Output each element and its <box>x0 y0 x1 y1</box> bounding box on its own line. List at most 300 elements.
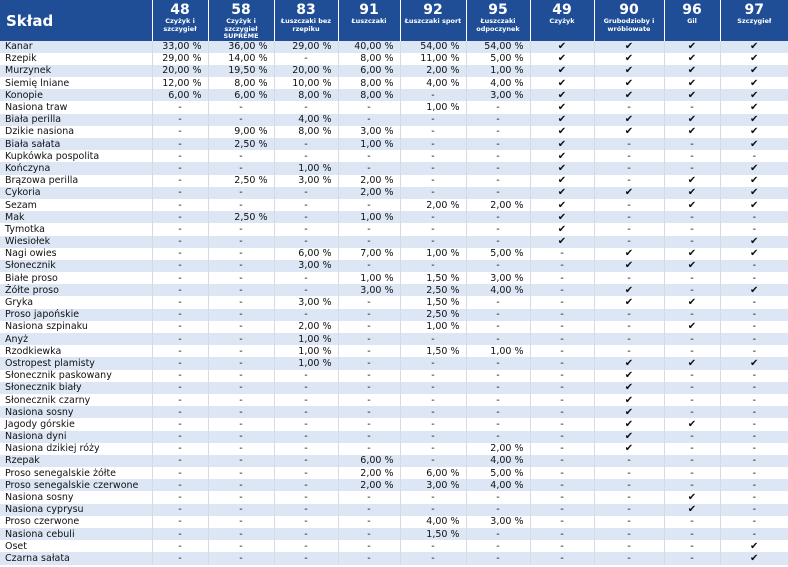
cell-dash: - <box>594 199 664 211</box>
column-header-83 <box>274 0 338 41</box>
percent-cell: - <box>208 504 274 516</box>
column-name: Łuszczaki sport <box>404 17 462 25</box>
column-header-49 <box>530 0 594 41</box>
table-row <box>0 126 788 138</box>
percent-cell: - <box>338 345 400 357</box>
percent-cell: 3,00 % <box>338 284 400 296</box>
percent-cell: - <box>400 406 466 418</box>
check-icon: ✔ <box>664 260 720 272</box>
check-icon: ✔ <box>594 89 664 101</box>
ingredient-name: Ostropest plamisty <box>5 357 95 369</box>
table-row <box>0 65 788 77</box>
percent-cell: 2,50 % <box>400 284 466 296</box>
table-row <box>0 296 788 308</box>
cell-dash: - <box>530 382 594 394</box>
cell-dash: - <box>530 333 594 345</box>
cell-dash: - <box>594 150 664 162</box>
cell-dash: - <box>720 370 788 382</box>
percent-cell: 36,00 % <box>208 41 274 53</box>
percent-cell: - <box>338 418 400 430</box>
table-row <box>0 540 788 552</box>
percent-cell: 2,00 % <box>338 467 400 479</box>
cell-dash: - <box>530 284 594 296</box>
percent-cell: 1,50 % <box>400 345 466 357</box>
percent-cell: 4,00 % <box>400 77 466 89</box>
cell-dash: - <box>720 150 788 162</box>
table-row <box>0 284 788 296</box>
ingredient-name: Nasiona szpinaku <box>5 321 88 333</box>
table-row <box>0 41 788 53</box>
ingredient-name: Białe proso <box>5 272 58 284</box>
table-row <box>0 199 788 211</box>
ingredient-name: Rzepak <box>5 455 40 467</box>
percent-cell: 2,00 % <box>466 443 530 455</box>
table-row <box>0 431 788 443</box>
percent-cell: - <box>274 211 338 223</box>
percent-cell: 1,50 % <box>400 272 466 284</box>
percent-cell: - <box>208 431 274 443</box>
percent-cell: - <box>152 284 208 296</box>
percent-cell: 1,00 % <box>466 65 530 77</box>
table-row <box>0 150 788 162</box>
check-icon: ✔ <box>664 114 720 126</box>
table-row <box>0 491 788 503</box>
percent-cell: 1,00 % <box>466 345 530 357</box>
percent-cell: 1,00 % <box>274 162 338 174</box>
table-row <box>0 248 788 260</box>
check-icon: ✔ <box>720 540 788 552</box>
percent-cell: - <box>338 491 400 503</box>
ingredient-name: Konopie <box>5 89 43 101</box>
check-icon: ✔ <box>720 175 788 187</box>
cell-dash: - <box>530 321 594 333</box>
cell-dash: - <box>720 382 788 394</box>
cell-dash: - <box>720 504 788 516</box>
percent-cell: - <box>466 528 530 540</box>
percent-cell: - <box>400 370 466 382</box>
cell-dash: - <box>664 211 720 223</box>
cell-dash: - <box>720 260 788 272</box>
percent-cell: - <box>274 406 338 418</box>
column-header-92 <box>400 0 466 41</box>
percent-cell: 4,00 % <box>274 114 338 126</box>
percent-cell: - <box>400 382 466 394</box>
percent-cell: - <box>274 223 338 235</box>
percent-cell: - <box>208 321 274 333</box>
check-icon: ✔ <box>594 370 664 382</box>
check-icon: ✔ <box>664 41 720 53</box>
table-row <box>0 333 788 345</box>
percent-cell: - <box>466 321 530 333</box>
percent-cell: - <box>274 516 338 528</box>
percent-cell: - <box>338 114 400 126</box>
percent-cell: - <box>152 467 208 479</box>
percent-cell: 1,00 % <box>400 101 466 113</box>
percent-cell: 2,00 % <box>338 175 400 187</box>
cell-dash: - <box>664 455 720 467</box>
percent-cell: - <box>466 357 530 369</box>
table-body <box>0 41 788 565</box>
check-icon: ✔ <box>530 138 594 150</box>
ingredient-name: Dzikie nasiona <box>5 126 75 138</box>
percent-cell: 8,00 % <box>338 53 400 65</box>
check-icon: ✔ <box>720 552 788 564</box>
percent-cell: - <box>466 418 530 430</box>
percent-cell: - <box>466 126 530 138</box>
percent-cell: - <box>466 150 530 162</box>
table-row <box>0 467 788 479</box>
ingredient-name: Kanar <box>5 41 33 53</box>
percent-cell: 5,00 % <box>466 53 530 65</box>
cell-dash: - <box>530 479 594 491</box>
check-icon: ✔ <box>664 77 720 89</box>
percent-cell: - <box>400 431 466 443</box>
percent-cell: - <box>338 528 400 540</box>
cell-dash: - <box>664 272 720 284</box>
percent-cell: - <box>466 504 530 516</box>
percent-cell: 1,00 % <box>338 211 400 223</box>
percent-cell: - <box>152 114 208 126</box>
percent-cell: - <box>274 138 338 150</box>
percent-cell: - <box>208 199 274 211</box>
percent-cell: - <box>338 260 400 272</box>
check-icon: ✔ <box>530 162 594 174</box>
percent-cell: - <box>466 394 530 406</box>
cell-dash: - <box>720 333 788 345</box>
percent-cell: 4,00 % <box>466 455 530 467</box>
check-icon: ✔ <box>594 418 664 430</box>
cell-dash: - <box>594 175 664 187</box>
column-name: Czyżyk i szczygieł SUPREME <box>223 17 259 40</box>
table-row <box>0 406 788 418</box>
percent-cell: - <box>208 272 274 284</box>
percent-cell: 1,00 % <box>274 333 338 345</box>
column-number: 91 <box>359 2 379 18</box>
cell-dash: - <box>720 394 788 406</box>
check-icon: ✔ <box>530 89 594 101</box>
percent-cell: - <box>466 211 530 223</box>
percent-cell: 3,00 % <box>274 175 338 187</box>
percent-cell: - <box>152 382 208 394</box>
ingredient-name: Oset <box>5 540 27 552</box>
check-icon: ✔ <box>720 162 788 174</box>
check-icon: ✔ <box>664 65 720 77</box>
check-icon: ✔ <box>594 260 664 272</box>
percent-cell: - <box>400 150 466 162</box>
table-row <box>0 114 788 126</box>
percent-cell: 6,00 % <box>152 89 208 101</box>
percent-cell: - <box>152 162 208 174</box>
check-icon: ✔ <box>530 150 594 162</box>
ingredient-name: Nasiona dyni <box>5 431 67 443</box>
percent-cell: - <box>274 382 338 394</box>
percent-cell: 29,00 % <box>274 41 338 53</box>
check-icon: ✔ <box>664 126 720 138</box>
check-icon: ✔ <box>664 296 720 308</box>
cell-dash: - <box>720 528 788 540</box>
percent-cell: 10,00 % <box>274 77 338 89</box>
check-icon: ✔ <box>664 491 720 503</box>
percent-cell: 2,50 % <box>208 211 274 223</box>
cell-dash: - <box>594 272 664 284</box>
percent-cell: - <box>400 126 466 138</box>
ingredient-name: Nagi owies <box>5 248 57 260</box>
percent-cell: - <box>152 345 208 357</box>
check-icon: ✔ <box>530 175 594 187</box>
table-row <box>0 309 788 321</box>
check-icon: ✔ <box>594 187 664 199</box>
percent-cell: 2,00 % <box>400 199 466 211</box>
cell-dash: - <box>594 491 664 503</box>
percent-cell: - <box>338 357 400 369</box>
percent-cell: 8,00 % <box>338 77 400 89</box>
ingredient-name: Anyż <box>5 333 29 345</box>
column-number: 92 <box>423 2 443 18</box>
percent-cell: - <box>466 540 530 552</box>
percent-cell: - <box>338 150 400 162</box>
column-header-90 <box>594 0 664 41</box>
ingredient-name: Gryka <box>5 297 34 309</box>
check-icon: ✔ <box>530 236 594 248</box>
cell-dash: - <box>720 455 788 467</box>
percent-cell: - <box>208 150 274 162</box>
ingredient-name: Jagody górskie <box>5 418 75 430</box>
column-number: 83 <box>296 2 316 18</box>
check-icon: ✔ <box>530 77 594 89</box>
percent-cell: - <box>152 248 208 260</box>
check-icon: ✔ <box>530 223 594 235</box>
check-icon: ✔ <box>664 89 720 101</box>
column-name: Szczygieł <box>737 17 772 25</box>
cell-dash: - <box>594 479 664 491</box>
percent-cell: 4,00 % <box>466 77 530 89</box>
percent-cell: - <box>466 309 530 321</box>
percent-cell: - <box>208 248 274 260</box>
cell-dash: - <box>664 162 720 174</box>
check-icon: ✔ <box>594 394 664 406</box>
cell-dash: - <box>720 418 788 430</box>
check-icon: ✔ <box>720 187 788 199</box>
column-name: Czyżyk i szczygieł <box>163 17 197 33</box>
check-icon: ✔ <box>720 248 788 260</box>
percent-cell: - <box>208 467 274 479</box>
percent-cell: - <box>152 296 208 308</box>
check-icon: ✔ <box>664 418 720 430</box>
percent-cell: - <box>208 455 274 467</box>
ingredient-name: Cykoria <box>5 187 41 199</box>
cell-dash: - <box>720 223 788 235</box>
percent-cell: - <box>466 138 530 150</box>
percent-cell: 1,50 % <box>400 296 466 308</box>
check-icon: ✔ <box>594 248 664 260</box>
check-icon: ✔ <box>530 114 594 126</box>
percent-cell: 3,00 % <box>274 296 338 308</box>
ingredient-name: Brązowa perilla <box>5 175 79 187</box>
cell-dash: - <box>530 431 594 443</box>
percent-cell: 5,00 % <box>466 467 530 479</box>
percent-cell: 20,00 % <box>152 65 208 77</box>
percent-cell: - <box>208 296 274 308</box>
ingredient-name: Wiesiołek <box>5 236 51 248</box>
percent-cell: 1,00 % <box>338 272 400 284</box>
table-row <box>0 223 788 235</box>
percent-cell: - <box>400 260 466 272</box>
header-row <box>0 0 788 41</box>
percent-cell: 1,50 % <box>400 528 466 540</box>
check-icon: ✔ <box>594 65 664 77</box>
column-name: Grubodzioby i wróbiowate <box>603 17 655 33</box>
percent-cell: - <box>152 126 208 138</box>
cell-dash: - <box>530 272 594 284</box>
percent-cell: - <box>208 114 274 126</box>
percent-cell: - <box>400 443 466 455</box>
percent-cell: - <box>152 357 208 369</box>
cell-dash: - <box>530 491 594 503</box>
cell-dash: - <box>720 272 788 284</box>
percent-cell: - <box>466 114 530 126</box>
percent-cell: 2,50 % <box>400 309 466 321</box>
percent-cell: 3,00 % <box>466 272 530 284</box>
cell-dash: - <box>594 455 664 467</box>
percent-cell: - <box>208 418 274 430</box>
check-icon: ✔ <box>720 126 788 138</box>
cell-dash: - <box>594 504 664 516</box>
check-icon: ✔ <box>664 504 720 516</box>
column-name: Łuszczaki <box>351 17 387 25</box>
cell-dash: - <box>530 443 594 455</box>
column-number: 97 <box>744 2 764 18</box>
table-row <box>0 504 788 516</box>
percent-cell: - <box>208 552 274 564</box>
percent-cell: - <box>466 552 530 564</box>
percent-cell: - <box>208 309 274 321</box>
ingredient-name: Czarna sałata <box>5 552 70 564</box>
percent-cell: 2,50 % <box>208 138 274 150</box>
column-name: Łuszczaki odpoczynek <box>476 17 520 33</box>
percent-cell: - <box>400 540 466 552</box>
percent-cell: - <box>466 296 530 308</box>
cell-dash: - <box>594 552 664 564</box>
ingredient-name: Proso senegalskie czerwone <box>5 479 139 491</box>
check-icon: ✔ <box>720 199 788 211</box>
cell-dash: - <box>530 309 594 321</box>
column-name: Czyżyk <box>549 17 575 25</box>
cell-dash: - <box>720 491 788 503</box>
table-row <box>0 272 788 284</box>
cell-dash: - <box>664 236 720 248</box>
check-icon: ✔ <box>594 431 664 443</box>
check-icon: ✔ <box>530 187 594 199</box>
percent-cell: 1,00 % <box>274 357 338 369</box>
percent-cell: - <box>274 272 338 284</box>
check-icon: ✔ <box>720 65 788 77</box>
column-number: 58 <box>231 2 251 18</box>
ingredient-name: Proso senegalskie żółte <box>5 467 117 479</box>
percent-cell: 2,00 % <box>466 199 530 211</box>
ingredient-name: Nasiona cebuli <box>5 528 75 540</box>
cell-dash: - <box>530 516 594 528</box>
table-row <box>0 138 788 150</box>
ingredient-name: Biała perilla <box>5 114 62 126</box>
table-row <box>0 321 788 333</box>
percent-cell: 6,00 % <box>274 248 338 260</box>
cell-dash: - <box>664 284 720 296</box>
percent-cell: - <box>400 394 466 406</box>
percent-cell: - <box>274 431 338 443</box>
percent-cell: - <box>152 321 208 333</box>
percent-cell: - <box>152 406 208 418</box>
check-icon: ✔ <box>664 199 720 211</box>
cell-dash: - <box>594 211 664 223</box>
percent-cell: 6,00 % <box>400 467 466 479</box>
percent-cell: - <box>274 491 338 503</box>
percent-cell: - <box>338 443 400 455</box>
percent-cell: - <box>400 455 466 467</box>
cell-dash: - <box>594 162 664 174</box>
ingredient-name: Mak <box>5 211 25 223</box>
ingredient-name: Kupkówka pospolita <box>5 150 100 162</box>
percent-cell: 1,00 % <box>338 138 400 150</box>
column-number: 48 <box>170 2 190 18</box>
percent-cell: - <box>274 284 338 296</box>
percent-cell: - <box>152 431 208 443</box>
percent-cell: - <box>274 101 338 113</box>
cell-dash: - <box>664 479 720 491</box>
percent-cell: - <box>208 101 274 113</box>
percent-cell: - <box>208 162 274 174</box>
percent-cell: - <box>338 236 400 248</box>
cell-dash: - <box>664 345 720 357</box>
percent-cell: 9,00 % <box>208 126 274 138</box>
percent-cell: - <box>466 431 530 443</box>
column-header-97 <box>720 0 788 41</box>
percent-cell: 7,00 % <box>338 248 400 260</box>
table-row <box>0 382 788 394</box>
ingredient-name: Nasiona cyprysu <box>5 504 84 516</box>
percent-cell: - <box>466 162 530 174</box>
cell-dash: - <box>720 321 788 333</box>
percent-cell: 2,00 % <box>338 187 400 199</box>
column-number: 96 <box>682 2 702 18</box>
check-icon: ✔ <box>594 443 664 455</box>
check-icon: ✔ <box>720 138 788 150</box>
check-icon: ✔ <box>594 284 664 296</box>
percent-cell: - <box>466 491 530 503</box>
percent-cell: - <box>274 467 338 479</box>
percent-cell: - <box>400 491 466 503</box>
percent-cell: 2,50 % <box>208 175 274 187</box>
table-row <box>0 455 788 467</box>
percent-cell: - <box>274 479 338 491</box>
cell-dash: - <box>664 223 720 235</box>
percent-cell: - <box>152 150 208 162</box>
check-icon: ✔ <box>530 65 594 77</box>
ingredient-name: Sezam <box>5 199 37 211</box>
table-row <box>0 528 788 540</box>
check-icon: ✔ <box>530 199 594 211</box>
check-icon: ✔ <box>594 41 664 53</box>
percent-cell: 1,00 % <box>274 345 338 357</box>
percent-cell: - <box>274 455 338 467</box>
cell-dash: - <box>664 138 720 150</box>
percent-cell: - <box>466 175 530 187</box>
cell-dash: - <box>530 296 594 308</box>
column-header-95 <box>466 0 530 41</box>
ingredient-name: Proso japońskie <box>5 309 80 321</box>
cell-dash: - <box>530 418 594 430</box>
percent-cell: 3,00 % <box>466 89 530 101</box>
cell-dash: - <box>594 333 664 345</box>
